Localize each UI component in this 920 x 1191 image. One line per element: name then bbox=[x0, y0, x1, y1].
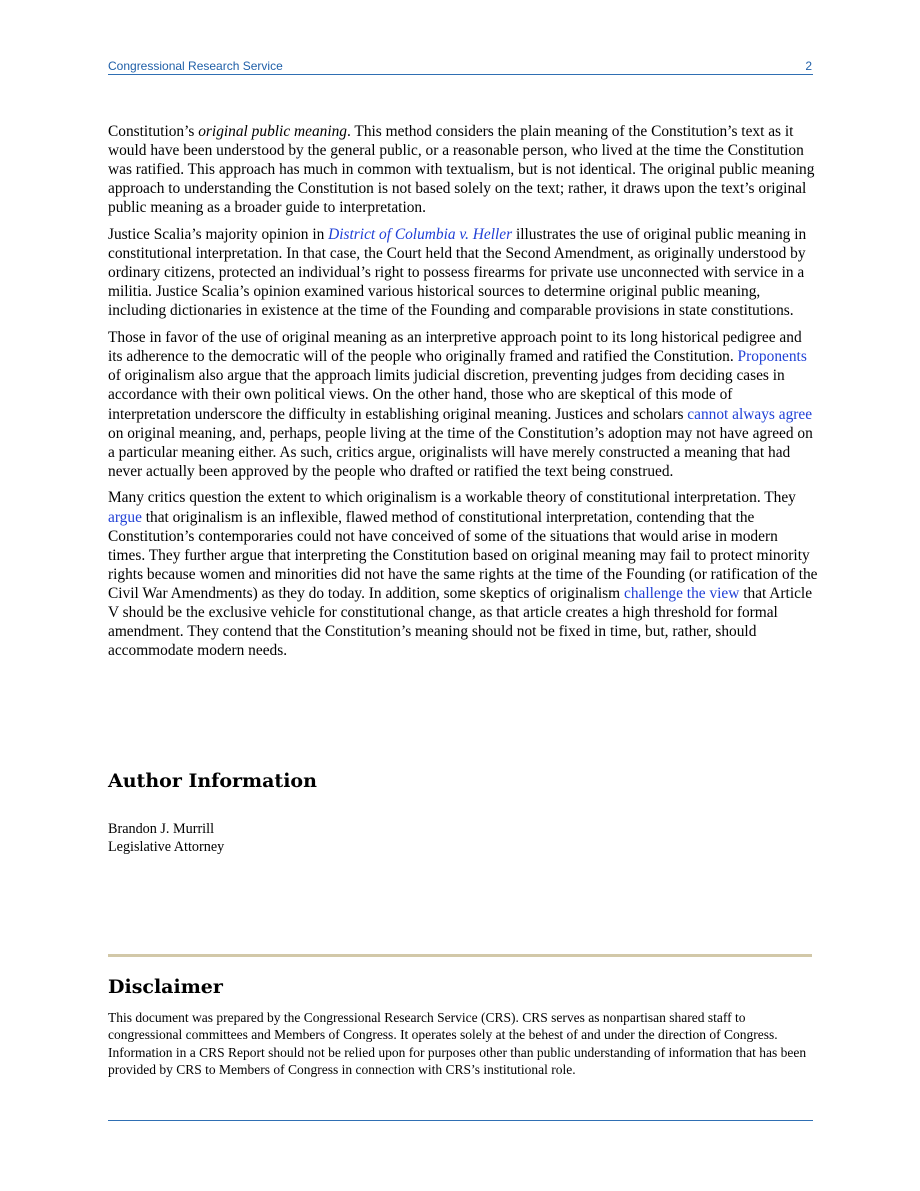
paragraph-original-public-meaning bbox=[108, 122, 818, 217]
text-run: of originalism also argue that the approach limits judicial discretion, preventing judges from deciding cases in accordance with their own political views. On the other hand, those who are skeptical of this mode of interpretation underscore the difficulty in establishing original meaning. Justices and scholars bbox=[108, 367, 785, 423]
emphasis-original-public-meaning: original public meaning bbox=[198, 123, 348, 140]
paragraph-critics bbox=[108, 488, 818, 660]
link-proponents[interactable]: Proponents bbox=[737, 348, 807, 366]
author-role: Legislative Attorney bbox=[108, 838, 225, 855]
author-information-heading: Author Information bbox=[108, 770, 317, 792]
page-header bbox=[108, 58, 813, 75]
paragraph-heller bbox=[108, 225, 818, 320]
body-text bbox=[108, 122, 818, 668]
link-text: District of Columbia v. Heller bbox=[328, 226, 513, 244]
author-name: Brandon J. Murrill bbox=[108, 821, 215, 837]
link-argue[interactable]: argue bbox=[108, 508, 142, 526]
text-run: on original meaning, and, perhaps, people living at the time of the Constitution’s adoption may not have agreed on a particular meaning either. As such, critics argue, originalists will have merely constructed a meaning that had never actually been approved by the people who drafted or ratified the text being construed. bbox=[108, 424, 813, 480]
disclaimer-heading: Disclaimer bbox=[108, 976, 223, 998]
text-run: Constitution’s bbox=[108, 123, 199, 140]
text-run: Justice Scalia’s majority opinion in bbox=[108, 226, 329, 244]
footer-rule bbox=[108, 1120, 813, 1121]
link-district-of-columbia-v-heller[interactable] bbox=[328, 226, 512, 243]
text-run: illustrates the use of original public meaning in constitutional interpretation. In that case, the Court held that the Second Amendment, as originally understood by ordinary citizens, protected an individual’s right to possess firearms for private use unconnected with service in a militia. Justice Scalia’s opinion examined various historical sources to determine original public meaning, including dictionaries in existence at the time of the Founding and comparable provisions in state constitutions. bbox=[108, 226, 807, 320]
link-challenge-the-view[interactable]: challenge the view bbox=[623, 584, 740, 602]
text-run: that originalism is an inflexible, flawed method of constitutional interpretation, contending that the Constitution’s contemporaries could not have conceived of some of the situations that would arise in modern times. They further argue that interpreting the Constitution based on original meaning may fail to protect minority rights because women and minorities did not have the same rights at the time of the Founding (or ratification of the Civil War Amendments) as they do today. In addition, some skeptics of originalism bbox=[108, 508, 818, 602]
author-block bbox=[108, 821, 224, 856]
text-run: . This method considers the plain meaning of the Constitution’s text as it would have been understood by the general public, or a reasonable person, who lived at the time the Constitution was ratified. This approach has much in common with textualism, but is not identical. The original public meaning approach to understanding the Constitution is not based solely on the text; rather, it draws upon the text’s original public meaning as a broader guide to interpretation. bbox=[108, 123, 815, 217]
header-title: Congressional Research Service bbox=[108, 59, 283, 73]
link-cannot-always-agree[interactable]: cannot always agree bbox=[687, 405, 813, 423]
text-run: that Article V should be the exclusive vehicle for constitutional change, as that article creates a high threshold for formal amendment. They contend that the Constitution’s meaning should not be fixed in time, but, rather, should accommodate modern needs. bbox=[108, 584, 813, 660]
page-number: 2 bbox=[805, 59, 812, 73]
text-run: Those in favor of the use of original meaning as an interpretive approach point to its long historical pedigree and its adherence to the democratic will of the people who originally framed and ratified the Constitution. bbox=[108, 329, 802, 366]
text-run: Many critics question the extent to which originalism is a workable theory of constitutional interpretation. They bbox=[108, 489, 796, 507]
paragraph-proponents bbox=[108, 328, 818, 481]
section-divider bbox=[108, 954, 812, 957]
disclaimer-text: This document was prepared by the Congressional Research Service (CRS). CRS serves as nonpartisan shared staff to congressional committees and Members of Congress. It operates solely at the behest of and under the direction of Congress. Information in a CRS Report should not be relied upon for purposes other than public understanding of information that has been provided by CRS to Members of Congress in connection with CRS’s institutional role. bbox=[108, 1010, 807, 1078]
